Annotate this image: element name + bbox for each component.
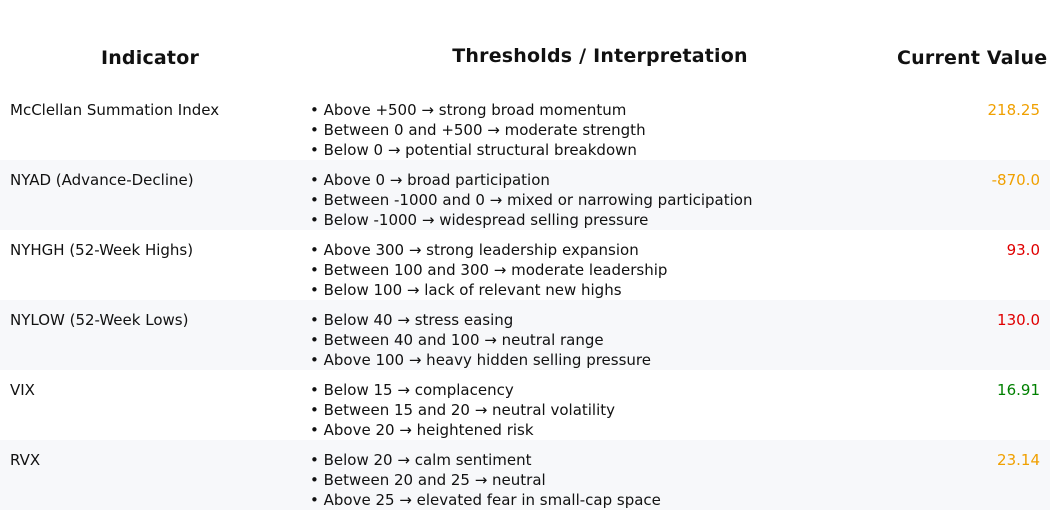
threshold-item: • Above 20 → heightened risk xyxy=(310,421,534,439)
threshold-item: • Between -1000 and 0 → mixed or narrowing participation xyxy=(310,191,753,209)
column-header-thresholds: Thresholds / Interpretation xyxy=(452,45,748,67)
table-row xyxy=(0,230,1050,300)
indicator-name: VIX xyxy=(10,381,35,399)
threshold-item: • Between 0 and +500 → moderate strength xyxy=(310,121,646,139)
threshold-item: • Between 40 and 100 → neutral range xyxy=(310,331,604,349)
current-value: 130.0 xyxy=(997,311,1040,329)
threshold-list xyxy=(310,100,646,160)
indicator-name: NYLOW (52-Week Lows) xyxy=(10,311,189,329)
table-row xyxy=(0,440,1050,510)
threshold-list xyxy=(310,380,615,440)
threshold-item: • Below 15 → complacency xyxy=(310,381,514,399)
threshold-list xyxy=(310,170,752,230)
threshold-item: • Above 25 → elevated fear in small-cap space xyxy=(310,491,661,509)
threshold-item: • Between 100 and 300 → moderate leadership xyxy=(310,261,668,279)
column-header-indicator: Indicator xyxy=(100,47,200,69)
column-header-current-value: Current Value xyxy=(897,47,1048,69)
current-value: 23.14 xyxy=(997,451,1040,469)
table-row xyxy=(0,370,1050,440)
threshold-item: • Below 100 → lack of relevant new highs xyxy=(310,281,622,299)
indicator-name: NYAD (Advance-Decline) xyxy=(10,171,194,189)
threshold-item: • Above 300 → strong leadership expansion xyxy=(310,241,639,259)
current-value: 93.0 xyxy=(1006,241,1040,259)
current-value: -870.0 xyxy=(991,171,1040,189)
table-row xyxy=(0,300,1050,370)
table-body xyxy=(0,90,1050,510)
threshold-list xyxy=(310,450,661,510)
threshold-list xyxy=(310,310,651,370)
threshold-item: • Between 15 and 20 → neutral volatility xyxy=(310,401,616,419)
table-row xyxy=(0,160,1050,230)
threshold-item: • Below 40 → stress easing xyxy=(310,311,514,329)
threshold-item: • Above +500 → strong broad momentum xyxy=(310,101,627,119)
indicator-name: NYHGH (52-Week Highs) xyxy=(10,241,194,259)
threshold-item: • Below -1000 → widespread selling pressure xyxy=(310,211,649,229)
threshold-item: • Above 100 → heavy hidden selling pressure xyxy=(310,351,651,369)
threshold-item: • Below 0 → potential structural breakdown xyxy=(310,141,637,159)
threshold-item: • Between 20 and 25 → neutral xyxy=(310,471,546,489)
indicator-name: RVX xyxy=(10,451,41,469)
threshold-item: • Below 20 → calm sentiment xyxy=(310,451,532,469)
indicator-name: McClellan Summation Index xyxy=(10,101,220,119)
current-value: 218.25 xyxy=(987,101,1040,119)
current-value: 16.91 xyxy=(997,381,1040,399)
threshold-list xyxy=(310,240,667,300)
threshold-item: • Above 0 → broad participation xyxy=(310,171,550,189)
table-row xyxy=(0,90,1050,160)
